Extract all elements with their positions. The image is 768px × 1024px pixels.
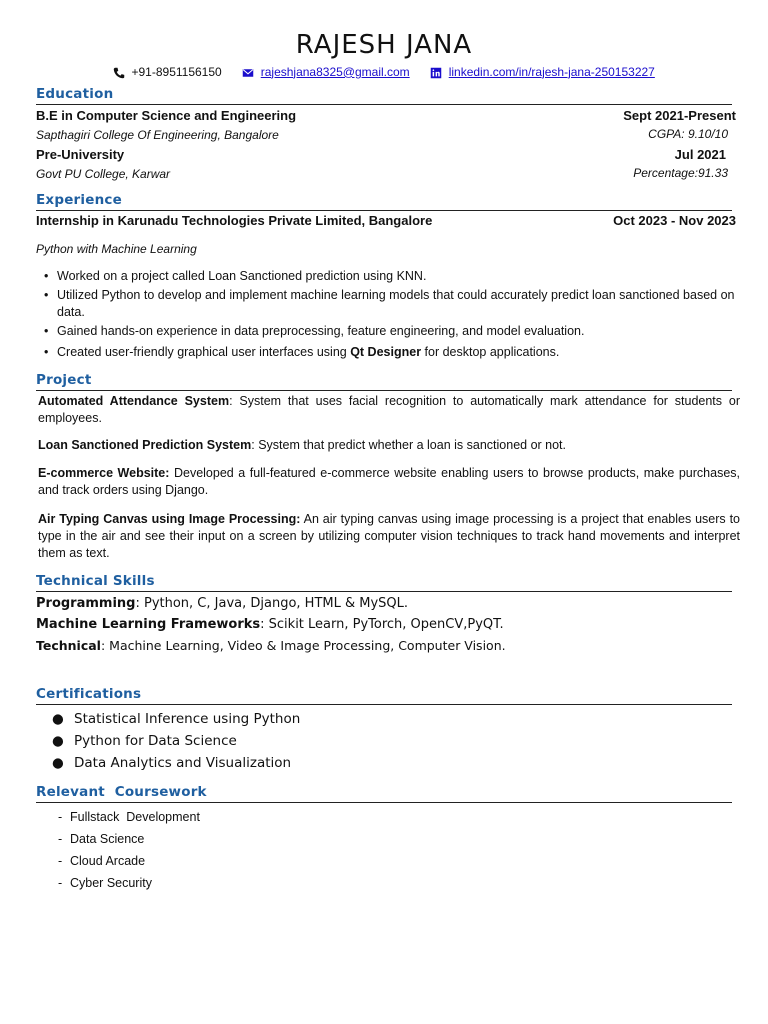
experience-heading: Experience [36,192,122,208]
email-link[interactable]: rajeshjana8325@gmail.com [260,64,410,79]
project-divider [36,390,732,391]
list-item: ● Statistical Inference using Python [52,711,301,727]
school: Sapthagiri College Of Engineering, Bangalore [36,128,279,142]
skill-row: Programming: Python, C, Java, Django, HTML & MySQL. [36,596,409,611]
candidate-name: RAJESH JANA [295,30,473,60]
coursework-divider [36,802,732,803]
score: Percentage:91.33 [633,166,728,180]
education-entry [36,108,736,123]
list-item: ● Data Analytics and Visualization [52,755,292,771]
skills-divider [36,591,732,592]
project-item: Automated Attendance System: System that uses facial recognition to automatically mark attendance for students or employees. [38,394,741,425]
experience-divider [36,210,732,211]
skill-row: Machine Learning Frameworks: Scikit Learn, PyTorch, OpenCV,PyQT. [36,617,504,632]
list-item: • Worked on a project called Loan Sanctioned prediction using KNN. [44,268,740,285]
degree: Pre-University [36,147,125,162]
date: Sept 2021-Present [623,108,736,123]
phone-icon [113,65,128,79]
list-item: • Utilized Python to develop and implement machine learning models that could accurately predict loan sanctioned based on data. [44,287,740,321]
list-item: - Data Science [58,832,145,846]
linkedin-link[interactable]: linkedin.com/in/rajesh-jana-250153227 [448,64,655,79]
education-detail [36,166,736,181]
contact-bar [0,64,768,79]
education-entry [36,147,736,162]
school: Govt PU College, Karwar [36,167,171,181]
experience-bullets [44,268,740,361]
project-item: Air Typing Canvas using Image Processing: An air typing canvas using image processing is a project that enables users to type in the air and see their input on a screen by utilizing computer vision techniques to track hand movements and interpret them as text. [38,512,741,560]
skill-row: Technical: Machine Learning, Video & Image Processing, Computer Vision. [36,638,506,653]
date: Oct 2023 - Nov 2023 [613,213,736,228]
project-item: E-commerce Website: Developed a full-featured e-commerce website enabling users to browse products, make purchases, and track orders using Django. [38,466,740,497]
qt-designer: Qt Designer [350,345,422,359]
phone-number: +91-8951156150 [131,64,222,79]
education-heading: Education [36,86,114,102]
list-item: - Fullstack Development [58,810,200,824]
list-item: • Created user-friendly graphical user interfaces using Qt Designer for desktop applications. [44,344,740,361]
list-item: ● Python for Data Science [52,733,237,749]
project-heading: Project [36,372,92,388]
certifications-heading: Certifications [36,686,142,702]
list-item: - Cloud Arcade [58,854,146,868]
certifications-divider [36,704,732,705]
coursework-heading: Relevant Coursework [36,784,207,800]
role: Internship in Karunadu Technologies Private Limited, Bangalore [36,213,433,228]
education-divider [36,104,732,105]
degree: B.E in Computer Science and Engineering [36,108,297,123]
linkedin-icon [430,65,445,79]
score: CGPA: 9.10/10 [648,127,728,141]
list-item: - Cyber Security [58,876,152,890]
project-item: Loan Sanctioned Prediction System: System that predict whether a loan is sanctioned or not. [38,438,567,452]
experience-entry [36,213,736,228]
list-item: • Gained hands-on experience in data preprocessing, feature engineering, and model evaluation. [44,323,740,340]
education-detail [36,127,736,142]
skills-heading: Technical Skills [36,573,155,589]
email-icon [242,65,257,79]
date: Jul 2021 [674,147,726,162]
experience-subtitle: Python with Machine Learning [36,242,197,256]
